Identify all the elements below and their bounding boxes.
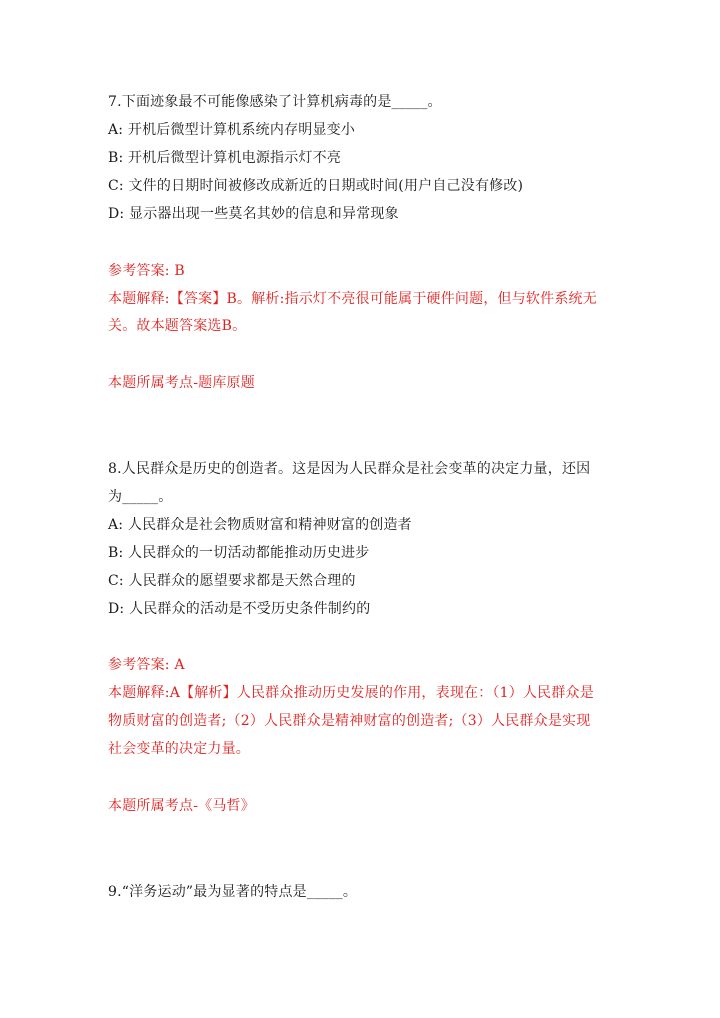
question-7-answer: 参考答案: B	[108, 263, 185, 279]
question-7-option-a: A: 开机后微型计算机系统内存明显变小	[108, 122, 356, 138]
question-8-explanation-line-2: 物质财富的创造者;（2）人民群众是精神财富的创造者;（3）人民群众是实现	[108, 713, 591, 729]
question-7-explanation-line-2: 关。故本题答案选B。	[108, 318, 247, 334]
question-9-stem: 9.“洋务运动”最为显著的特点是_____。	[108, 884, 358, 900]
question-8-option-c: C: 人民群众的愿望要求都是天然合理的	[108, 573, 356, 589]
question-8-option-d: D: 人民群众的活动是不受历史条件制约的	[108, 601, 371, 617]
question-7-stem: 7.下面迹象最不可能像感染了计算机病毒的是_____。	[108, 94, 442, 110]
question-8-category: 本题所属考点-《马哲》	[108, 798, 255, 814]
question-7-option-d: D: 显示器出现一些莫名其妙的信息和异常现象	[108, 206, 399, 222]
question-7-option-b: B: 开机后微型计算机电源指示灯不亮	[108, 150, 342, 166]
question-8-stem-line-1: 8.人民群众是历史的创造者。这是因为人民群众是社会变革的决定力量，还因	[108, 461, 591, 477]
question-8-stem-line-2: 为_____。	[108, 489, 173, 505]
question-8-answer: 参考答案: A	[108, 657, 185, 673]
question-8-option-b: B: 人民群众的一切活动都能推动历史进步	[108, 545, 370, 561]
question-7-explanation-line-1: 本题解释:【答案】B。解析:指示灯不亮很可能属于硬件问题，但与软件系统无	[108, 291, 597, 307]
question-7-option-c: C: 文件的日期时间被修改成新近的日期或时间(用户自己没有修改)	[108, 178, 524, 194]
question-8-explanation-line-3: 社会变革的决定力量。	[108, 741, 250, 757]
question-7-category: 本题所属考点-题库原题	[108, 375, 255, 391]
question-8-option-a: A: 人民群众是社会物质财富和精神财富的创造者	[108, 517, 412, 533]
question-8-explanation-line-1: 本题解释:A【解析】人民群众推动历史发展的作用，表现在：（1）人民群众是	[108, 685, 594, 701]
